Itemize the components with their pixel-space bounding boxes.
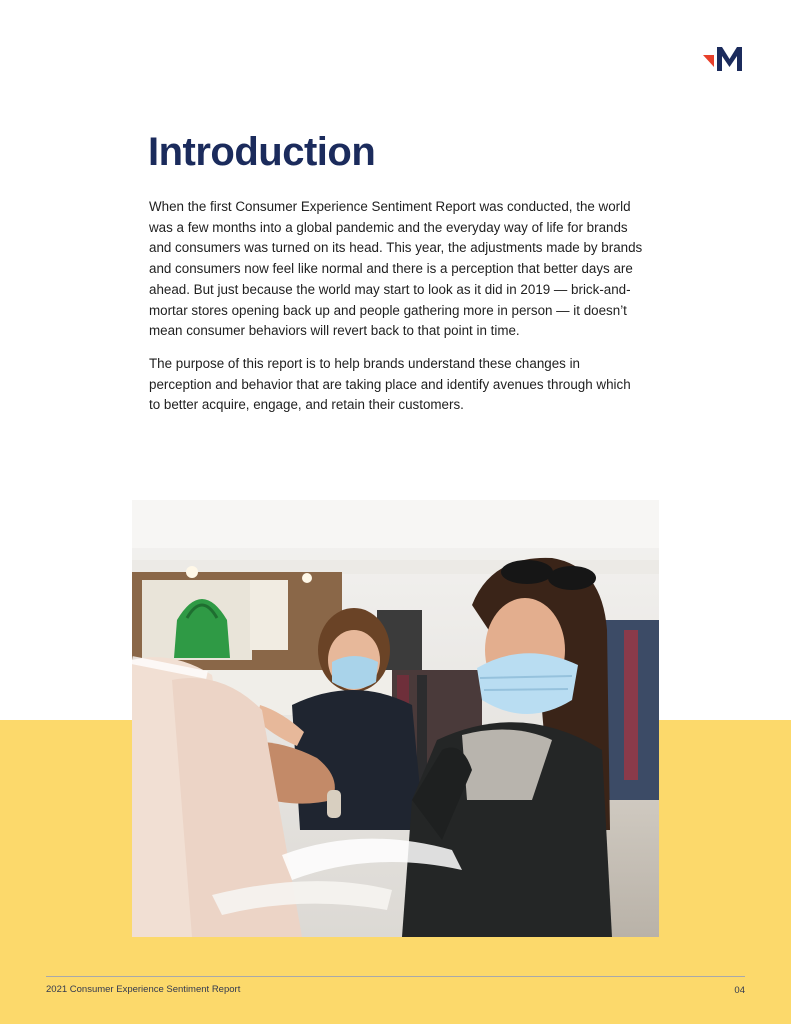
page-title: Introduction [148, 130, 376, 174]
intro-body [149, 197, 645, 428]
m-logo-icon [703, 46, 745, 72]
page-number: 04 [734, 985, 745, 996]
footer-report-title: 2021 Consumer Experience Sentiment Report [46, 984, 241, 995]
intro-paragraph-1: When the first Consumer Experience Sentiment Report was conducted, the world was a few months into a global pandemic and the everyday way of life for brands and consumers was turned on its head. This year, the adjustments made by brands and consumers now feel like normal and there is a perception that better days are ahead. But just because the world may start to look as it did in 2019 — brick-and-mortar stores opening back up and people gathering more in person — it doesn’t mean consumer behaviors will revert back to that point in time. [149, 199, 643, 339]
intro-paragraph-2: The purpose of this report is to help brands understand these changes in perception and behavior that are taking place and identify avenues through which to better acquire, engage, and retain their customers. [149, 355, 631, 413]
shopping-photo [132, 500, 659, 937]
footer-divider [46, 976, 745, 977]
